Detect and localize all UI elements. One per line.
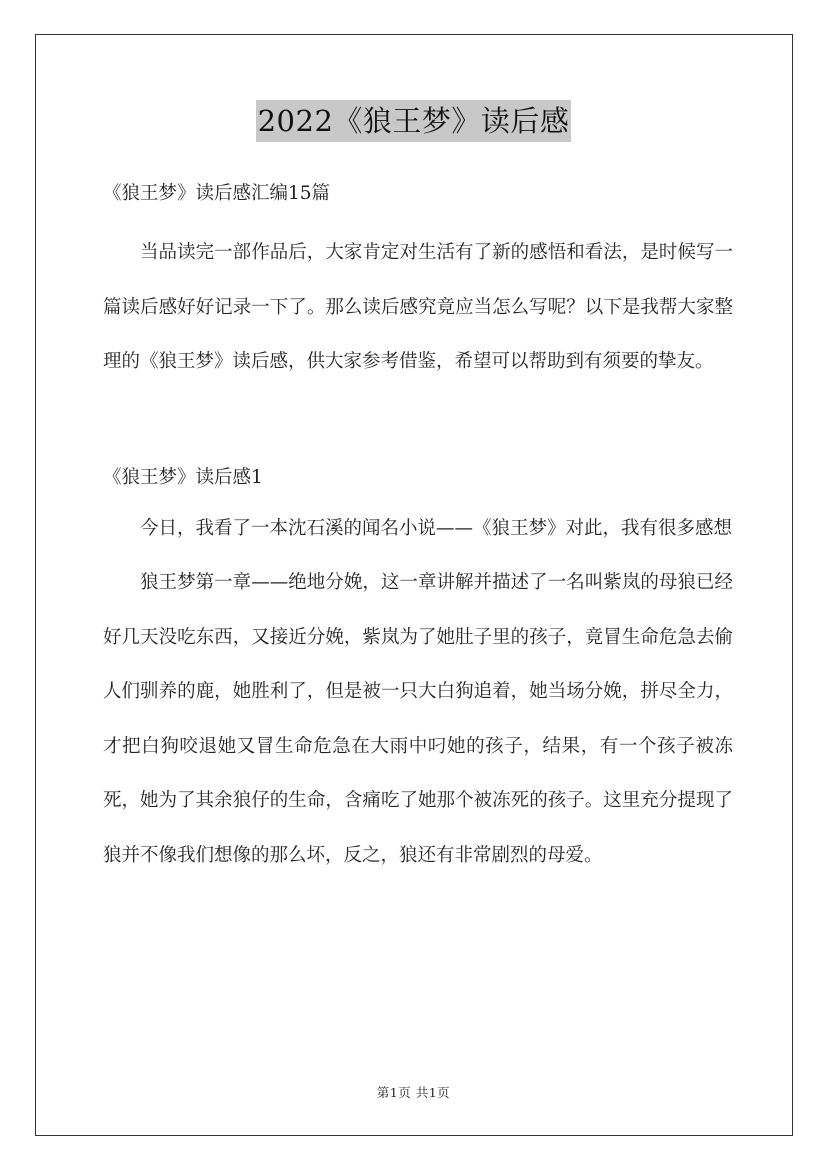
title-container: [0, 100, 827, 142]
section-paragraph-2: 狼王梦第一章——绝地分娩，这一章讲解并描述了一名叫紫岚的母狼已经好几天没吃东西，又接近分娩，紫岚为了她肚子里的孩子，竟冒生命危急去偷人们驯养的鹿，她胜利了，但是被一只大白狗追着，她当场分娩，拼尽全力，才把白狗咬退她又冒生命危急在大雨中叼她的孩子，结果，有一个孩子被冻死，她为了其余狼仔的生命，含痛吃了她那个被冻死的孩子。这里充分提现了狼并不像我们想像的那么坏，反之，狼还有非常剧烈的母爱。: [103, 572, 733, 866]
document-body: [103, 176, 733, 883]
collection-heading: 《狼王梦》读后感汇编15篇: [103, 183, 331, 204]
section-paragraph-1: 今日，我看了一本沈石溪的闻名小说——《狼王梦》对此，我有很多感想: [140, 517, 733, 539]
section-heading: 《狼王梦》读后感1: [103, 466, 263, 488]
document-title: 2022《狼王梦》读后感: [256, 100, 572, 142]
page-footer: 第1页 共1页: [376, 1085, 451, 1100]
intro-paragraph: 当品读完一部作品后，大家肯定对生活有了新的感悟和看法，是时候写一篇读后感好好记录一下了。那么读后感究竟应当怎么写呢？以下是我帮大家整理的《狼王梦》读后感，供大家参考借鉴，希望可以帮助到有须要的挚友。: [103, 242, 733, 372]
